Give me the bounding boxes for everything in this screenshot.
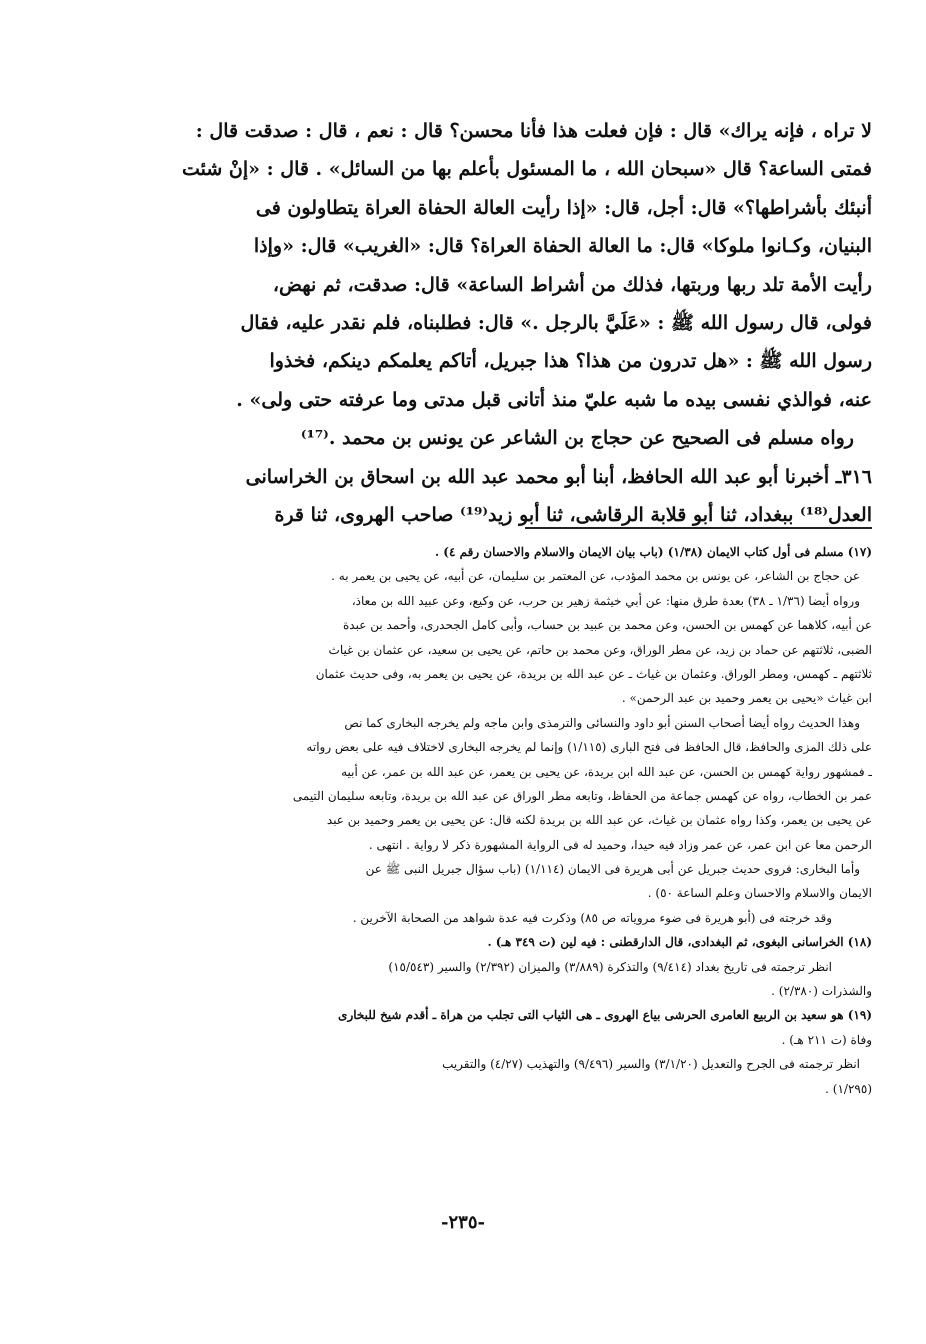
footnote-line: ثلاثتهم ـ كهمس، ومطر الوراق. وعثمان بن غياث ـ عن عبد الله بن بريدة، عن يحيى بن يعمر به، وفى حديث عثمان <box>315 666 872 681</box>
main-text-line: أنبئك بأشراطها؟» قال: أجل، قال: «إذا رأيت العالة الحفاة العراة يتطاولون فى <box>255 196 872 219</box>
footnote-line: (١٨) الخراسانى البغوى، ثم البغدادى، قال الدارقطنى : فيه لين (ت ٣٤٩ هـ) . <box>487 935 872 950</box>
footnote-line: وقد خرجته فى (أبو هريرة فى ضوء مروياته ص ٨٥) وذكرت فيه عدة شواهد من الصحابة الآخرين . <box>352 910 832 925</box>
footnote-line: ورواه أيضا (١/٣٦ ـ ٣٨) بعدة طرق منها: عن أبي خيثمة زهير بن حرب، عن وكيع، وعن عبيد الله بن معاذ، <box>351 593 860 608</box>
main-text-line: رأيت الأمة تلد ربها وربتها، فذلك من أشراط الساعة» قال: صدقت، ثم نهض، <box>272 273 872 296</box>
main-text-line: فولى، قال رسول الله ﷺ : «عَلَيَّ بالرجل .» قال: فطلبناه، فلم نقدر عليه، فقال <box>240 311 872 334</box>
footnote-line: الرحمن معا عن ابن عمر، عن عمر وزاد فيه حيدا، وحميد له فى الرواية المشهورة ذكر لا رواية . انتهى . <box>368 837 872 852</box>
main-text-line: رواه مسلم فى الصحيح عن حجاج بن الشاعر عن يونس بن محمد .⁽¹⁷⁾ <box>300 427 854 450</box>
footnote-line: ابن غياث «يحيى بن يعمر وحميد بن عبد الرحمن» . <box>621 691 872 706</box>
footnote-line: عن يحيى بن يعمر، وكذا رواه عثمان بن غياث، عن عبد الله بن بريدة لكنه قال: عن يحيى بن يعمر وحميد بن عبد <box>326 813 872 828</box>
footnote-line: ـ فمشهور رواية كهمس بن الحسن، عن عبد الله ابن بريدة، عن يحيى بن يعمر، عن عبد الله بن عمر، عن أبيه <box>341 764 872 779</box>
main-text-line: البنيان، وكـانوا ملوكا» قال: ما العالة الحفاة العراة؟ قال: «الغريب» قال: «وإذا <box>253 235 872 258</box>
main-text-line: ٣١٦ـ أخبرنا أبو عبد الله الحافظ، أبنا أبو محمد عبد الله بن اسحاق بن الخراسانى <box>245 465 872 488</box>
footnote-line: (١٧) مسلم فى أول كتاب الايمان (١/٣٨) (باب بيان الايمان والاسلام والاحسان رقم ٤) . <box>434 545 872 559</box>
footnote-line: على ذلك المزى والحافظ، قال الحافظ فى فتح البارى (١/١١٥) وإنما لم يخرجه البخارى لاختلاف فيه على بعض رواته <box>306 740 872 755</box>
footnote-line: الضبى، ثلاثتهم عن حماد بن زيد، عن مطر الوراق، وعن محمد بن حاتم، عن يحيى بن سعيد، عن عثمان بن غياث <box>328 642 872 657</box>
footnotes-block <box>140 540 872 1101</box>
footnote-line: عن أبيه، كلاهما عن كهمس بن الحسن، وعن محمد بن عبيد بن حساب، وأبى كامل الجحدرى، وأحمد بن عبدة <box>343 618 872 633</box>
footnote-line: وأما البخارى: فروى حديث جبريل عن أبى هريرة فى الايمان (١/١١٤) (باب سؤال جبريل النبى ﷺ عن <box>365 862 860 877</box>
main-text-line: العدل⁽¹⁸⁾ ببغداد، ثنا أبو قلابة الرقاشى، ثنا أبو زيد⁽¹⁹⁾ صاحب الهروى، ثنا قرة <box>274 503 872 526</box>
footnote-line: انظر ترجمته فى تاريخ بغداد (٩/٤١٤) والتذكرة (٣/٨٨٩) والميزان (٢/٣٩٢) والسير (١٥/٥٤٣) <box>388 959 832 974</box>
footnote-line: انظر ترجمته فى الجرح والتعديل (٣/١/٢٠) والسير (٩/٤٩٦) والتهذيب (٤/٢٧) والتقريب <box>442 1057 860 1072</box>
main-text-line: فمتى الساعة؟ قال «سبحان الله ، ما المسئول بأعلم بها من السائل» . قال : «إنْ شئت <box>181 158 872 181</box>
main-text-line: رسول الله ﷺ : «هل تدرون من هذا؟ هذا جبريل، أتاكم يعلمكم دينكم، فخذوا <box>269 350 872 373</box>
main-text-line: عنه، فوالذي نفسى بيده ما شبه عليّ منذ أتانى قبل مدتى وما عرفته حتى ولى» . <box>236 388 872 411</box>
page-number: -٢٣٥- <box>441 1212 485 1233</box>
main-text-block <box>140 112 872 534</box>
footnote-line: (١٩) هو سعيد بن الربيع العامرى الحرشى بياع الهروى ـ هى الثياب التى تجلب من هراة ـ أقدم شيخ للبخارى <box>338 1008 872 1023</box>
footnote-line: عن حجاج بن الشاعر، عن يونس بن محمد المؤدب، عن المعتمر بن سليمان، عن أبيه، عن يحيى بن يعمر به . <box>331 569 860 584</box>
footnote-line: وهذا الحديث رواه أيضا أصحاب السنن أبو داود والنسائى والترمذى وابن ماجه ولم يخرجه البخارى كما نص <box>344 715 860 730</box>
main-text-line: لا تراه ، فإنه يراك» قال : فإن فعلت هذا فأنا محسن؟ قال : نعم ، قال : صدقت قال : <box>195 120 872 142</box>
footnote-line: الايمان والاسلام والاحسان وعلم الساعة ٥٠) . <box>647 886 872 901</box>
footnote-line: وفاة (ت ٢١١ هـ) . <box>781 1032 872 1047</box>
footnote-separator <box>525 527 872 529</box>
footnote-line: (١/٢٩٥) . <box>825 1081 872 1096</box>
footnote-line: والشذرات (٢/٣٨٠) . <box>771 984 872 999</box>
footnote-line: عمر بن الخطاب، رواه عن كهمس جماعة من الحفاظ، وتابعه مطر الوراق عن عبد الله بن بريدة، وتابعه سليمان التيمى <box>292 788 872 803</box>
